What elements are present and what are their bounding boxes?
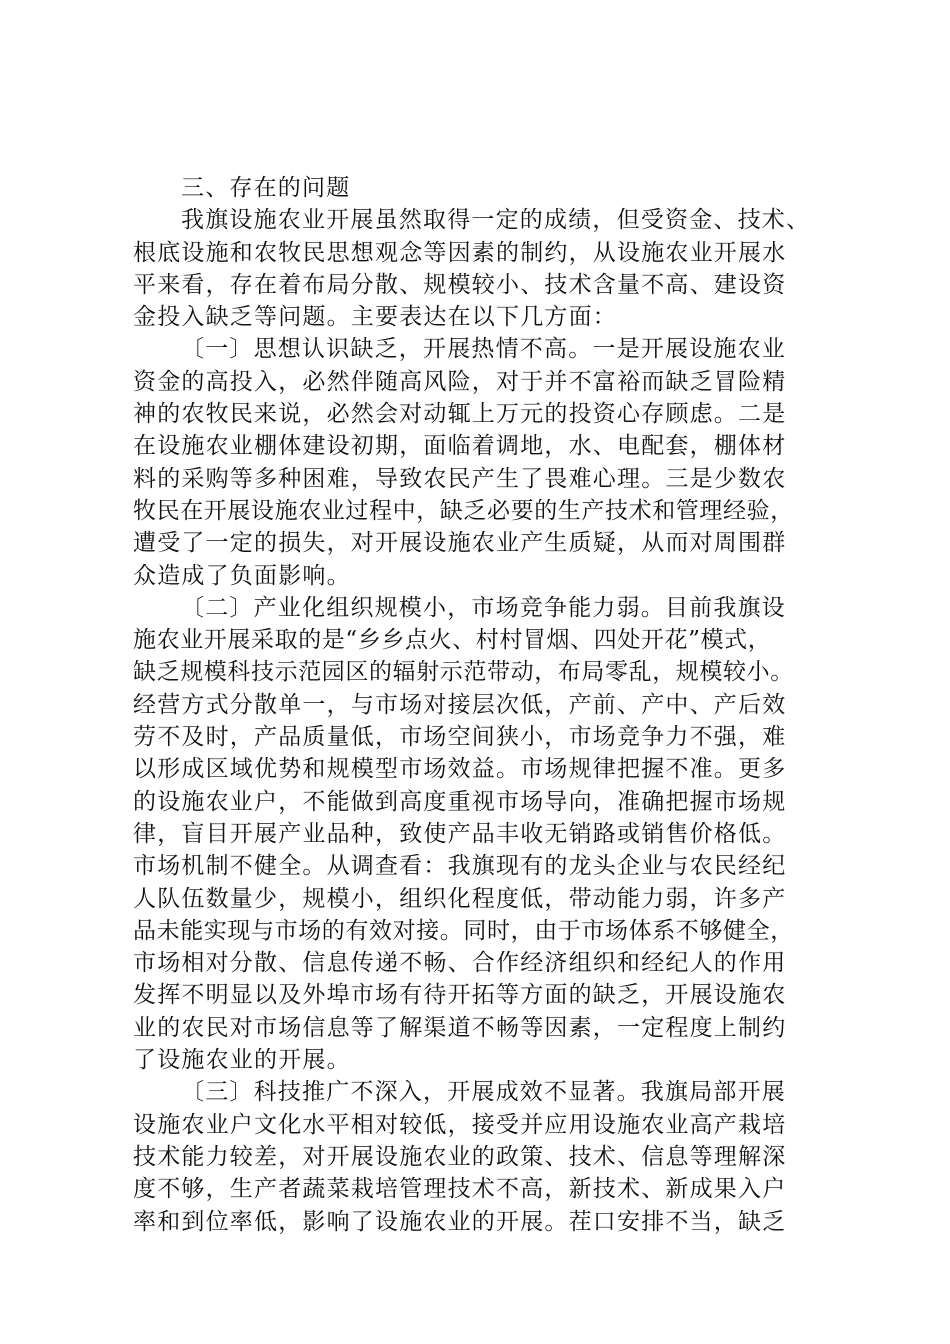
- text-line: 了设施农业的开展。: [133, 1047, 351, 1074]
- text-line: 发挥不明显以及外埠市场有待开拓等方面的缺乏，开展设施农: [133, 982, 787, 1009]
- text-line: 品未能实现与市场的有效对接。同时，由于市场体系不够健全，: [133, 917, 794, 944]
- subsection-line: 〔三〕科技推广不深入，开展成效不显著。我旗局部开展: [181, 1079, 786, 1106]
- text-line: 市场机制不健全。从调查看：我旗现有的龙头企业与农民经纪: [133, 853, 787, 880]
- text-line: 神的农牧民来说，必然会对动辄上万元的投资心存顾虑。二是: [133, 401, 787, 428]
- section-heading: 三、存在的问题: [181, 175, 351, 201]
- text-line: 市场相对分散、信息传递不畅、合作经济组织和经纪人的作用: [133, 950, 787, 977]
- text-line: 经营方式分散单一，与市场对接层次低，产前、产中、产后效: [133, 691, 787, 718]
- text-line: 平来看，存在着布局分散、规模较小、技术含量不高、建设资: [133, 271, 787, 298]
- text-line: 劳不及时，产品质量低，市场空间狭小，市场竞争力不强，难: [133, 724, 787, 751]
- document-body: [133, 172, 823, 1238]
- text-line: 我旗设施农业开展虽然取得一定的成绩，但受资金、技术、: [181, 207, 811, 234]
- text-line: 设施农业户文化水平相对较低，接受并应用设施农业高产栽培: [133, 1111, 787, 1138]
- text-line: 以形成区域优势和规模型市场效益。市场规律把握不准。更多: [133, 756, 787, 783]
- text-line: 技术能力较差，对开展设施农业的政策、技术、信息等理解深: [133, 1143, 787, 1170]
- text-line: 根底设施和农牧民思想观念等因素的制约，从设施农业开展水: [133, 239, 787, 266]
- text-line: 资金的高投入，必然伴随高风险，对于并不富裕而缺乏冒险精: [133, 368, 787, 395]
- text-line: 业的农民对市场信息等了解渠道不畅等因素，一定程度上制约: [133, 1014, 787, 1041]
- text-line: 缺乏规模科技示范园区的辐射示范带动，布局零乱，规模较小。: [133, 659, 794, 686]
- text-line: 料的采购等多种困难，导致农民产生了畏难心理。三是少数农: [133, 465, 787, 492]
- subsection-line: 〔一〕思想认识缺乏，开展热情不高。一是开展设施农业: [181, 336, 786, 363]
- text-line: 牧民在开展设施农业过程中，缺乏必要的生产技术和管理经验，: [133, 497, 794, 524]
- text-line: 金投入缺乏等问题。主要表达在以下几方面：: [133, 304, 617, 331]
- text-line: 在设施农业棚体建设初期，面临着调地，水、电配套，棚体材: [133, 433, 787, 460]
- text-line: 度不够，生产者蔬菜栽培管理技术不高，新技术、新成果入户: [133, 1176, 787, 1203]
- text-line: 率和到位率低，影响了设施农业的开展。茬口安排不当，缺乏: [133, 1208, 787, 1235]
- text-line: 遭受了一定的损失，对开展设施农业产生质疑，从而对周围群: [133, 530, 787, 557]
- text-line: 人队伍数量少，规模小，组织化程度低，带动能力弱，许多产: [133, 885, 787, 912]
- subsection-line: 〔二〕产业化组织规模小，市场竞争能力弱。目前我旗设: [181, 594, 786, 621]
- text-line: 众造成了负面影响。: [133, 562, 351, 589]
- text-line: 施农业开展采取的是“乡乡点火、村村冒烟、四处开花”模式，: [133, 627, 772, 654]
- text-line: 律，盲目开展产业品种，致使产品丰收无销路或销售价格低。: [133, 820, 787, 847]
- text-line: 的设施农业户，不能做到高度重视市场导向，准确把握市场规: [133, 788, 787, 815]
